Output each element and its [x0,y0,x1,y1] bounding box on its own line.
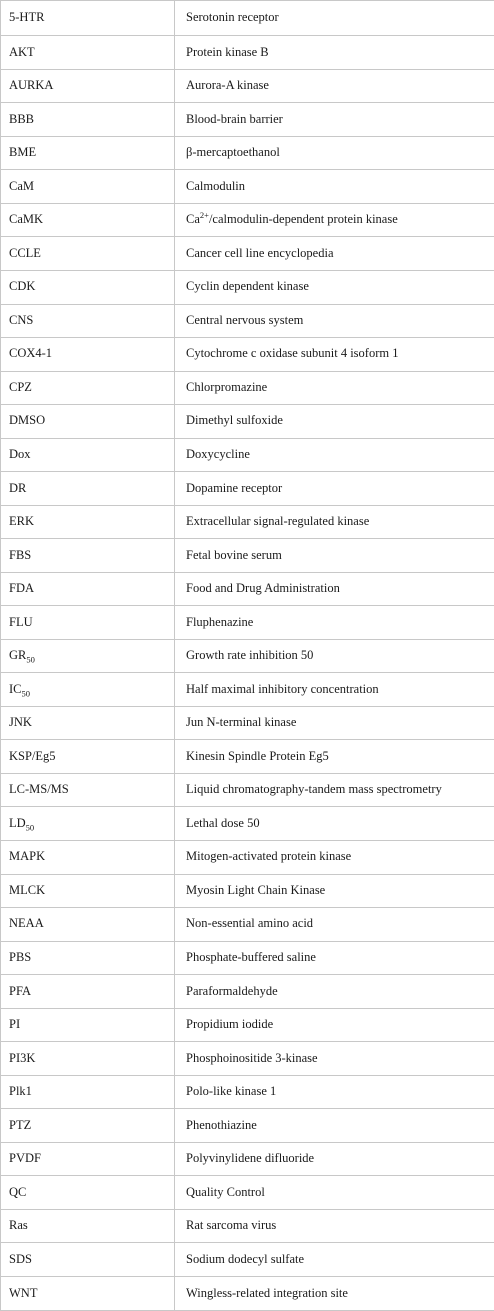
abbreviation-text: FBS [9,547,32,562]
table-row [1,69,494,103]
definition-cell [175,405,494,439]
abbreviation-text: DMSO [9,413,46,428]
definition-cell [175,338,494,372]
definition-text: Wingless-related integration site [186,1285,348,1300]
definition-text: Fetal bovine serum [186,547,282,562]
definition-text: Cytochrome c oxidase subunit 4 isoform 1 [186,346,399,361]
table-row [1,270,494,304]
definition-cell [175,170,494,204]
table-row [1,807,494,841]
abbreviation-cell [1,338,175,372]
abbreviation-cell [1,1209,175,1243]
definition-cell [175,371,494,405]
abbreviation-text: PTZ [9,1117,32,1132]
definition-cell [175,1142,494,1176]
definition-text: Lethal dose 50 [186,815,260,830]
abbreviation-cell [1,841,175,875]
definition-text: Calmodulin [186,178,246,193]
table-row [1,1209,494,1243]
abbreviation-text: KSP/Eg5 [9,748,56,763]
abbreviation-cell [1,572,175,606]
abbreviation-text: GR [9,648,27,663]
abbreviation-text: PBS [9,949,32,964]
abbreviation-text: CPZ [9,379,32,394]
abbreviation-cell [1,170,175,204]
abbreviation-cell [1,706,175,740]
abbreviation-cell [1,639,175,673]
abbreviation-cell [1,1042,175,1076]
table-row [1,841,494,875]
table-row [1,36,494,70]
definition-text: β-mercaptoethanol [186,145,280,160]
definition-cell [175,438,494,472]
definition-cell [175,941,494,975]
definition-text: Propidium iodide [186,1017,274,1032]
abbreviation-cell [1,270,175,304]
abbreviation-text: DR [9,480,27,495]
abbreviation-text: JNK [9,715,32,730]
abbreviations-table-body [1,1,494,1311]
table-row [1,203,494,237]
abbreviation-cell [1,405,175,439]
definition-text: Doxycycline [186,447,250,462]
abbreviation-text: FLU [9,614,33,629]
table-row [1,405,494,439]
definition-cell [175,841,494,875]
abbreviation-cell [1,136,175,170]
table-row [1,908,494,942]
table-row [1,1176,494,1210]
definition-text: Phosphoinositide 3-kinase [186,1050,318,1065]
definition-cell [175,69,494,103]
table-row [1,371,494,405]
abbreviation-cell [1,438,175,472]
table-row [1,304,494,338]
definition-cell [175,1176,494,1210]
abbreviation-cell [1,472,175,506]
definition-cell [175,1109,494,1143]
abbreviation-text: Dox [9,447,31,462]
abbreviation-cell [1,103,175,137]
definition-text: Liquid chromatography-tandem mass spectrometry [186,782,442,797]
abbreviation-text: AURKA [9,78,54,93]
definition-cell [175,304,494,338]
definition-text: Polo-like kinase 1 [186,1084,277,1099]
definition-text: Extracellular signal-regulated kinase [186,514,370,529]
table-row [1,1042,494,1076]
table-row [1,338,494,372]
definition-text: Jun N-terminal kinase [186,715,297,730]
table-row [1,740,494,774]
abbreviation-text: CaMK [9,212,44,227]
abbreviation-text: QC [9,1184,27,1199]
table-row [1,1008,494,1042]
definition-cell [175,807,494,841]
abbreviation-cell [1,1276,175,1310]
definition-cell [175,1,494,36]
definition-text: Half maximal inhibitory concentration [186,681,379,696]
definition-text: Serotonin receptor [186,10,279,25]
definition-cell [175,639,494,673]
abbreviation-text: WNT [9,1285,38,1300]
definition-text: Phosphate-buffered saline [186,949,316,964]
abbreviation-text: MLCK [9,882,46,897]
definition-cell [175,1042,494,1076]
abbreviation-cell [1,1,175,36]
definition-text: Quality Control [186,1184,265,1199]
abbreviation-cell [1,606,175,640]
abbreviation-cell [1,1243,175,1277]
table-row [1,1075,494,1109]
definition-text: Rat sarcoma virus [186,1218,277,1233]
abbreviation-cell [1,773,175,807]
definition-cell [175,472,494,506]
definition-cell [175,673,494,707]
abbreviation-cell [1,371,175,405]
table-row [1,673,494,707]
definition-superscript: 2+ [199,210,209,221]
definition-text: Cancer cell line encyclopedia [186,245,334,260]
definition-text: Fluphenazine [186,614,254,629]
abbreviation-text: PI3K [9,1050,36,1065]
abbreviation-text: LC-MS/MS [9,782,69,797]
table-row [1,975,494,1009]
definition-cell [175,1008,494,1042]
table-row [1,572,494,606]
definition-text: Sodium dodecyl sulfate [186,1251,305,1266]
definition-text: Food and Drug Administration [186,581,340,596]
abbreviation-subscript: 50 [21,688,30,699]
definition-text: Aurora-A kinase [186,78,269,93]
abbreviation-text: CCLE [9,245,41,260]
table-row [1,606,494,640]
abbreviation-cell [1,237,175,271]
abbreviation-cell [1,203,175,237]
abbreviation-text: AKT [9,44,35,59]
abbreviation-text: CDK [9,279,36,294]
abbreviation-cell [1,740,175,774]
table-row [1,438,494,472]
definition-text: Blood-brain barrier [186,111,283,126]
table-row [1,103,494,137]
definition-cell [175,1243,494,1277]
abbreviation-text: PVDF [9,1151,41,1166]
abbreviation-cell [1,1008,175,1042]
abbreviation-cell [1,874,175,908]
abbreviation-text: NEAA [9,916,44,931]
definition-cell [175,706,494,740]
abbreviation-cell [1,36,175,70]
abbreviation-text: FDA [9,581,35,596]
definition-cell [175,606,494,640]
definition-text: /calmodulin-dependent protein kinase [208,212,398,227]
definition-text: Kinesin Spindle Protein Eg5 [186,748,329,763]
table-row [1,874,494,908]
abbreviation-text: LD [9,815,26,830]
table-row [1,237,494,271]
abbreviation-text: SDS [9,1251,32,1266]
abbreviation-text: 5-HTR [9,10,45,25]
definition-cell [175,740,494,774]
abbreviation-cell [1,673,175,707]
definition-text: Cyclin dependent kinase [186,279,309,294]
definition-text: Myosin Light Chain Kinase [186,882,326,897]
definition-text: Non-essential amino acid [186,916,314,931]
definition-text: Chlorpromazine [186,379,268,394]
abbreviation-cell [1,539,175,573]
abbreviation-text: MAPK [9,849,46,864]
abbreviation-text: IC [9,681,22,696]
definition-cell [175,505,494,539]
table-row [1,170,494,204]
definition-text: Ca [186,212,200,227]
definition-cell [175,773,494,807]
definition-cell [175,270,494,304]
definition-text: Paraformaldehyde [186,983,278,998]
definition-cell [175,1075,494,1109]
abbreviation-text: BBB [9,111,35,126]
definition-cell [175,874,494,908]
definition-cell [175,36,494,70]
abbreviation-text: Ras [9,1218,28,1233]
definition-text: Phenothiazine [186,1117,257,1132]
definition-cell [175,136,494,170]
table-row [1,941,494,975]
definition-text: Dopamine receptor [186,480,283,495]
table-row [1,1243,494,1277]
definition-cell [175,539,494,573]
definition-cell [175,237,494,271]
table-row [1,1,494,36]
table-row [1,136,494,170]
definition-cell [175,203,494,237]
table-row [1,773,494,807]
abbreviation-cell [1,304,175,338]
abbreviation-text: PI [9,1017,21,1032]
abbreviation-text: PFA [9,983,32,998]
abbreviation-text: BME [9,145,37,160]
abbreviation-cell [1,908,175,942]
table-row [1,472,494,506]
abbreviation-text: COX4-1 [9,346,53,361]
abbreviation-subscript: 50 [25,822,35,833]
definition-text: Growth rate inhibition 50 [186,648,314,663]
table-row [1,706,494,740]
abbreviation-text: Plk1 [9,1084,32,1099]
definition-text: Central nervous system [186,312,304,327]
abbreviation-text: ERK [9,514,34,529]
table-row [1,539,494,573]
abbreviation-cell [1,1176,175,1210]
abbreviation-subscript: 50 [26,654,35,665]
table-row [1,1109,494,1143]
definition-cell [175,1276,494,1310]
definition-text: Mitogen-activated protein kinase [186,849,352,864]
abbreviation-text: CaM [9,178,34,193]
definition-cell [175,1209,494,1243]
abbreviation-cell [1,975,175,1009]
abbreviation-cell [1,505,175,539]
abbreviation-cell [1,941,175,975]
definition-text: Dimethyl sulfoxide [186,413,283,428]
definition-cell [175,975,494,1009]
abbreviation-cell [1,69,175,103]
definition-cell [175,908,494,942]
abbreviation-cell [1,1142,175,1176]
definition-text: Polyvinylidene difluoride [186,1151,315,1166]
abbreviation-text: CNS [9,312,34,327]
definition-cell [175,103,494,137]
table-row [1,505,494,539]
table-row [1,639,494,673]
table-row [1,1142,494,1176]
abbreviation-cell [1,1109,175,1143]
definition-cell [175,572,494,606]
abbreviation-cell [1,1075,175,1109]
definition-text: Protein kinase B [186,44,269,59]
table-row [1,1276,494,1310]
abbreviation-cell [1,807,175,841]
